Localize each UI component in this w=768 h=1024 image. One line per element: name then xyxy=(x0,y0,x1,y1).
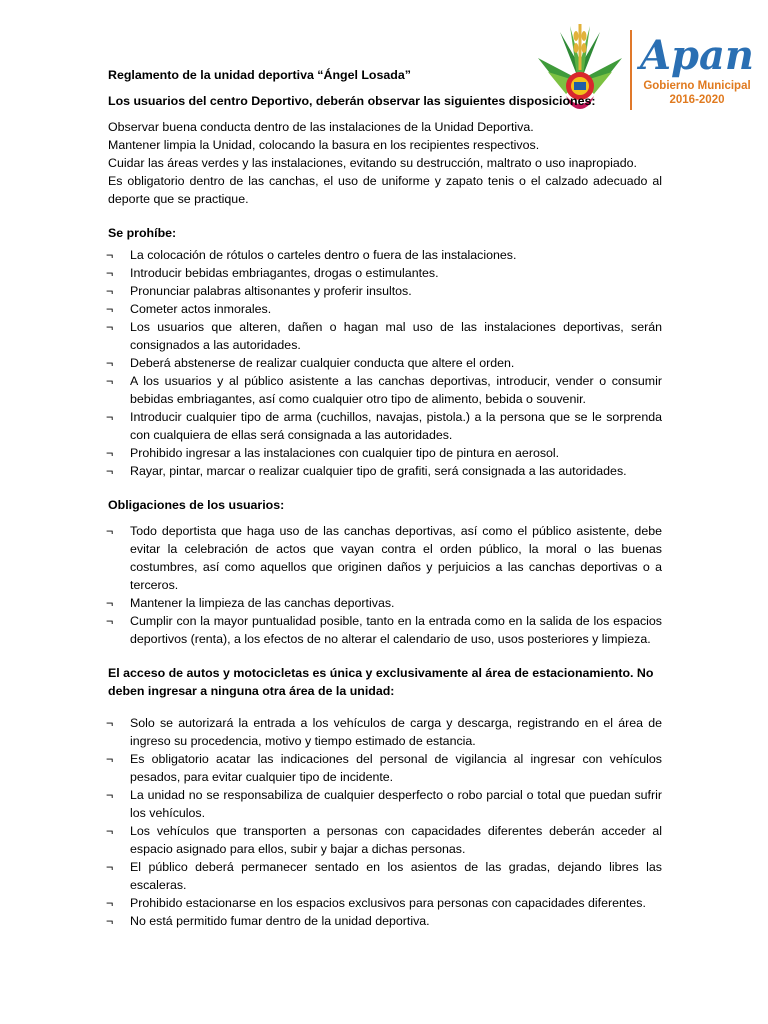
general-rule: Mantener limpia la Unidad, colocando la basura en los recipientes respectivos. xyxy=(108,138,540,152)
bullet-icon: ¬ xyxy=(106,614,114,628)
list-item-text: Cumplir con la mayor puntualidad posible, tanto en la entrada como en la salida de los espacios deportivos (renta), a los efectos de no alterar el calendario de uso, usos posteriores y limpieza. xyxy=(130,614,662,646)
list-item xyxy=(108,894,662,912)
logo-subtitle: Gobierno Municipal xyxy=(643,80,751,92)
document-body xyxy=(108,66,662,930)
bullet-icon: ¬ xyxy=(106,896,114,910)
general-rules xyxy=(108,118,662,208)
list-item-text: Es obligatorio acatar las indicaciones del personal de vigilancia al ingresar con vehículos pesados, para evitar cualquier tipo de incidente. xyxy=(130,752,662,784)
list-item xyxy=(108,462,662,480)
list-item-text: La unidad no se responsabiliza de cualquier desperfecto o robo parcial o total que puedan sufrir los vehículos. xyxy=(130,788,662,820)
bullet-icon: ¬ xyxy=(106,446,114,460)
list-item xyxy=(108,372,662,408)
list-item xyxy=(108,714,662,750)
bullet-icon: ¬ xyxy=(106,284,114,298)
list-item-text: Los usuarios que alteren, dañen o hagan mal uso de las instalaciones deportivas, serán consignados a las autoridades. xyxy=(130,320,662,352)
list-item xyxy=(108,282,662,300)
bullet-icon: ¬ xyxy=(106,752,114,766)
obligations-list xyxy=(108,522,662,648)
list-item-text: Solo se autorizará la entrada a los vehículos de carga y descarga, registrando en el área de ingreso su procedencia, motivo y tiempo estimado de estancia. xyxy=(130,716,662,748)
list-item-text: Rayar, pintar, marcar o realizar cualquier tipo de grafiti, será consignada a las autoridades. xyxy=(130,464,627,478)
list-item-text: Pronunciar palabras altisonantes y proferir insultos. xyxy=(130,284,412,298)
document-title: Reglamento de la unidad deportiva “Ángel Losada” xyxy=(108,68,411,82)
bullet-icon: ¬ xyxy=(106,860,114,874)
list-item xyxy=(108,786,662,822)
bullet-icon: ¬ xyxy=(106,410,114,424)
logo-years: 2016-2020 xyxy=(669,94,725,106)
bullet-icon: ¬ xyxy=(106,464,114,478)
list-item xyxy=(108,318,662,354)
bullet-icon: ¬ xyxy=(106,788,114,802)
list-item-text: Mantener la limpieza de las canchas deportivas. xyxy=(130,596,395,610)
bullet-icon: ¬ xyxy=(106,524,114,538)
vehicles-list xyxy=(108,714,662,930)
prohibited-list xyxy=(108,246,662,480)
general-rule: Cuidar las áreas verdes y las instalaciones, evitando su destrucción, maltrato o uso inapropiado. xyxy=(108,156,637,170)
bullet-icon: ¬ xyxy=(106,356,114,370)
list-item-text: A los usuarios y al público asistente a las canchas deportivas, introducir, vender o consumir bebidas embriagantes, así como cualquier otro tipo de alimento, bebida o souvenir. xyxy=(130,374,662,406)
list-item xyxy=(108,612,662,648)
list-item-text: Deberá abstenerse de realizar cualquier conducta que altere el orden. xyxy=(130,356,515,370)
list-item-text: La colocación de rótulos o carteles dentro o fuera de las instalaciones. xyxy=(130,248,517,262)
list-item-text: Todo deportista que haga uso de las canchas deportivas, así como el público asistente, debe evitar la celebración de actos que vayan contra el orden público, la moral o las buenas costumbres, así como aquellos que originen daños y perjuicios a las canchas deportivas o a terceros. xyxy=(130,524,662,592)
bullet-icon: ¬ xyxy=(106,914,114,928)
list-item-text: Prohibido estacionarse en los espacios exclusivos para personas con capacidades diferentes. xyxy=(130,896,646,910)
list-item xyxy=(108,822,662,858)
vehicles-heading: El acceso de autos y motocicletas es única y exclusivamente al área de estacionamiento. No deben ingresar a ninguna otra área de la unidad: xyxy=(108,666,654,698)
list-item xyxy=(108,300,662,318)
obligations-heading: Obligaciones de los usuarios: xyxy=(108,498,285,512)
bullet-icon: ¬ xyxy=(106,266,114,280)
list-item xyxy=(108,750,662,786)
prohibited-heading: Se prohíbe: xyxy=(108,226,177,240)
list-item xyxy=(108,408,662,444)
list-item-text: Introducir cualquier tipo de arma (cuchillos, navajas, pistola.) a la persona que se le sorprenda con cualquiera de ellas será consignada a las autoridades. xyxy=(130,410,662,442)
list-item xyxy=(108,522,662,594)
bullet-icon: ¬ xyxy=(106,374,114,388)
list-item xyxy=(108,354,662,372)
list-item-text: Introducir bebidas embriagantes, drogas o estimulantes. xyxy=(130,266,439,280)
list-item xyxy=(108,858,662,894)
general-rule: Observar buena conducta dentro de las instalaciones de la Unidad Deportiva. xyxy=(108,120,534,134)
list-item xyxy=(108,594,662,612)
bullet-icon: ¬ xyxy=(106,248,114,262)
list-item xyxy=(108,444,662,462)
list-item xyxy=(108,246,662,264)
logo-name: Apan xyxy=(639,32,754,79)
bullet-icon: ¬ xyxy=(106,824,114,838)
bullet-icon: ¬ xyxy=(106,596,114,610)
bullet-icon: ¬ xyxy=(106,302,114,316)
list-item-text: No está permitido fumar dentro de la unidad deportiva. xyxy=(130,914,430,928)
list-item xyxy=(108,264,662,282)
intro-text: Los usuarios del centro Deportivo, deberán observar las siguientes disposiciones: xyxy=(108,94,596,108)
list-item-text: Los vehículos que transporten a personas con capacidades diferentes deberán acceder al espacio asignado para ellos, subir y bajar a dichas personas. xyxy=(130,824,662,856)
general-rule: Es obligatorio dentro de las canchas, el uso de uniforme y zapato tenis o el calzado adecuado al deporte que se practique. xyxy=(108,174,662,206)
bullet-icon: ¬ xyxy=(106,716,114,730)
list-item-text: Prohibido ingresar a las instalaciones con cualquier tipo de pintura en aerosol. xyxy=(130,446,560,460)
list-item-text: Cometer actos inmorales. xyxy=(130,302,272,316)
bullet-icon: ¬ xyxy=(106,320,114,334)
list-item-text: El público deberá permanecer sentado en los asientos de las gradas, dejando libres las escaleras. xyxy=(130,860,662,892)
list-item xyxy=(108,912,662,930)
